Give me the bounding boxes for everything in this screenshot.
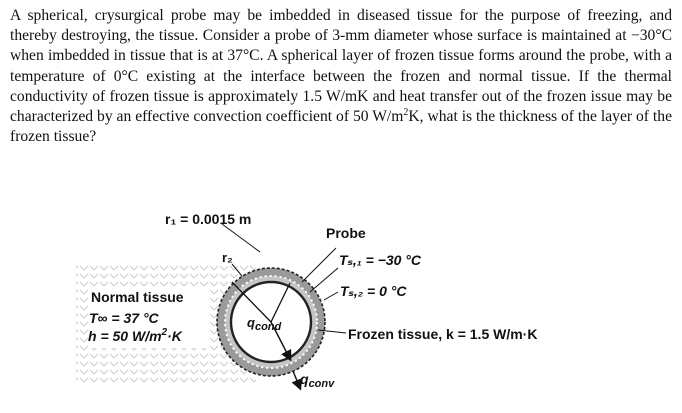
qconv-q: q [300, 371, 309, 387]
normal-tissue-label: Normal tissue [91, 289, 184, 305]
qcond-q: q [247, 315, 255, 330]
qcond-sub: cond [254, 321, 282, 333]
h-label [88, 327, 183, 344]
r2-label: r₂ [222, 250, 233, 265]
h-label-base: h = 50 W/m [88, 328, 162, 344]
problem-text-part1: A spherical, crysurgical probe may be imbedded in diseased tissue for the purpose of freezing, and thereby destroying, the tissue. Consider a probe of 3-mm diameter whose surface is maintained at −30°C when imbedded in tissue that is at 37°C. A spherical layer of frozen tissue forms around the probe, with a temperature of 0°C existing at the interface between the frozen and normal tissue. If the thermal conductivity of frozen tissue is approximately 1.5 W/mK and heat transfer out of the frozen issue may be characterized by an effective convection coefficient of 50 W/m [10, 7, 672, 126]
ts2-label: Tₛ,₂ = 0 °C [340, 283, 407, 299]
probe-label: Probe [326, 225, 366, 241]
problem-text-part2: K, what is the thickness of the layer of the frozen tissue? [10, 108, 672, 146]
qconv-sub: conv [308, 378, 335, 390]
h-label-rest: ·K [167, 328, 182, 344]
r1-label: r₁ = 0.0015 m [165, 211, 252, 227]
qconv-label [300, 371, 335, 390]
probe-leader [302, 248, 336, 282]
qconv-arrow [293, 371, 300, 388]
tinf-label: T∞ = 37 °C [89, 310, 159, 326]
ts2-leader [324, 292, 338, 300]
problem-superscript: 2 [403, 107, 409, 119]
r1-leader [222, 224, 260, 252]
h-label-sup: 2 [161, 327, 168, 338]
ts1-leader [310, 268, 338, 292]
frozen-tissue-label: Frozen tissue, k = 1.5 W/m·K [348, 326, 538, 342]
ts1-label: Tₛ,₁ = −30 °C [339, 252, 422, 268]
